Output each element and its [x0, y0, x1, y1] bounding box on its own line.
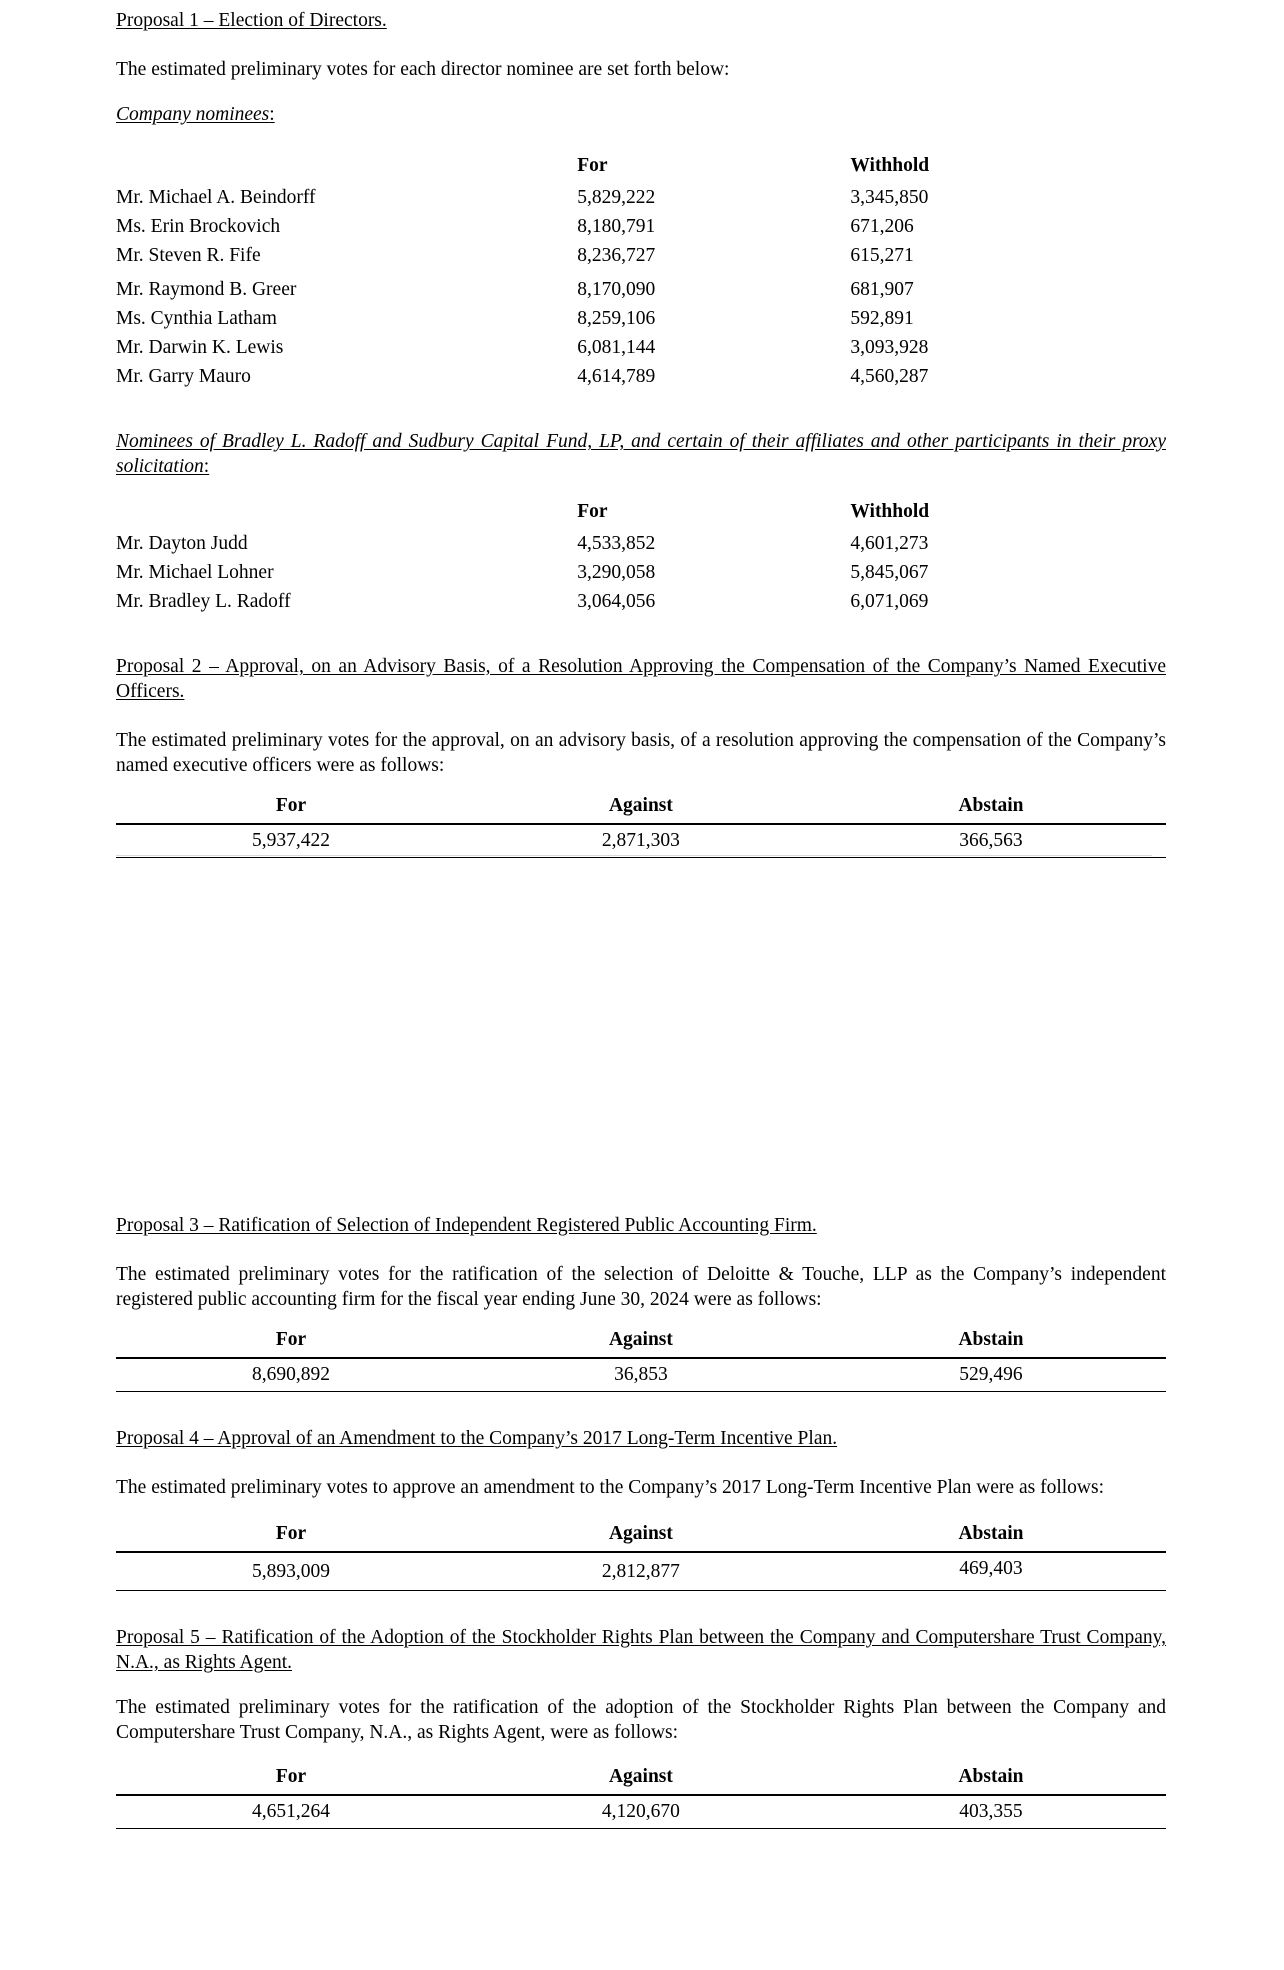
- table-row: [116, 824, 1166, 858]
- votes-abstain: 366,563: [816, 824, 1166, 858]
- nominee-name: Mr. Dayton Judd: [116, 533, 248, 554]
- column-header-abstain: Abstain: [816, 1520, 1166, 1552]
- table-row: [116, 331, 1166, 360]
- column-header-abstain: Abstain: [816, 1763, 1166, 1795]
- nominee-name: Ms. Erin Brockovich: [116, 216, 281, 237]
- proposal-2-results-table: [116, 792, 1166, 858]
- column-header-abstain: Abstain: [816, 792, 1166, 824]
- proposal-2-heading: Proposal 2 – Approval, on an Advisory Basis, of a Resolution Approving the Compensation of the Company’s Named Executive Officers.: [116, 656, 1166, 702]
- votes-for: 8,690,892: [116, 1358, 466, 1392]
- proposal-3-results-table: [116, 1326, 1166, 1392]
- table-header-row: [116, 792, 1166, 824]
- votes-against: 36,853: [466, 1358, 816, 1392]
- nominee-withhold-votes: 615,271: [850, 245, 914, 266]
- proposal-2-intro: The estimated preliminary votes for the approval, on an advisory basis, of a resolution approving the compensation of the Company’s named executive officers were as follows:: [116, 730, 1166, 776]
- votes-abstain: 529,496: [816, 1358, 1166, 1392]
- nominee-withhold-votes: 6,071,069: [850, 591, 929, 612]
- table-row: [116, 181, 1166, 210]
- nominee-withhold-votes: 671,206: [850, 216, 914, 237]
- nominee-for-votes: 6,081,144: [577, 337, 656, 358]
- spacer: [116, 479, 1166, 497]
- company-nominees-table: [116, 151, 1166, 389]
- votes-for: 4,651,264: [116, 1795, 466, 1829]
- nominee-name: Mr. Darwin K. Lewis: [116, 337, 284, 358]
- votes-against: 2,812,877: [466, 1552, 816, 1591]
- column-header-against: Against: [466, 1763, 816, 1795]
- table-header-row: [116, 1326, 1166, 1358]
- table-row: [116, 556, 1166, 585]
- table-row: [116, 1552, 1166, 1591]
- proposal-4-intro: The estimated preliminary votes to approve an amendment to the Company’s 2017 Long-Term Incentive Plan were as follows:: [116, 1477, 1104, 1498]
- table-header-row: [116, 1520, 1166, 1552]
- votes-for: 5,893,009: [116, 1552, 466, 1591]
- nominee-for-votes: 4,533,852: [577, 533, 656, 554]
- nominee-for-votes: 3,064,056: [577, 591, 656, 612]
- column-header-abstain: Abstain: [816, 1326, 1166, 1358]
- company-nominees-label: [116, 102, 1166, 127]
- spacer: [116, 1312, 1166, 1326]
- column-header-withhold: Withhold: [850, 501, 930, 522]
- column-header-for: For: [116, 792, 466, 824]
- spacer: [116, 614, 1166, 654]
- table-header-row: [116, 151, 1166, 181]
- table-header-row: [116, 1763, 1166, 1795]
- nominee-for-votes: 8,180,791: [577, 216, 656, 237]
- table-row: [116, 239, 1166, 268]
- nominee-name: Ms. Cynthia Latham: [116, 308, 277, 329]
- company-nominees-label-colon: :: [269, 104, 275, 125]
- dissident-nominees-label-text: Nominees of Bradley L. Radoff and Sudbury Capital Fund, LP, and certain of their affiliates and other participants in their proxy solicitation: [116, 431, 1166, 477]
- table-row: [116, 1358, 1166, 1392]
- table-row: [116, 268, 1166, 302]
- column-header-for: For: [116, 1520, 466, 1552]
- document-body: [116, 8, 1166, 1829]
- nominee-withhold-votes: 3,345,850: [850, 187, 929, 208]
- table-row: [116, 210, 1166, 239]
- table-row: [116, 360, 1166, 389]
- nominee-for-votes: 8,259,106: [577, 308, 656, 329]
- column-header-name: [116, 151, 577, 181]
- proposal-4-heading: Proposal 4 – Approval of an Amendment to the Company’s 2017 Long-Term Incentive Plan.: [116, 1428, 838, 1449]
- nominee-name: Mr. Steven R. Fife: [116, 245, 261, 266]
- column-header-against: Against: [466, 1520, 816, 1552]
- spacer: [116, 1591, 1166, 1625]
- table-row: [116, 1795, 1166, 1829]
- nominee-for-votes: 4,614,789: [577, 366, 656, 387]
- spacer: [116, 127, 1166, 151]
- spacer: [116, 1675, 1166, 1695]
- spacer: [116, 82, 1166, 102]
- spacer: [116, 1745, 1166, 1763]
- votes-abstain: 403,355: [816, 1795, 1166, 1829]
- nominee-for-votes: 8,236,727: [577, 245, 656, 266]
- nominee-withhold-votes: 592,891: [850, 308, 914, 329]
- column-header-for: For: [116, 1326, 466, 1358]
- proposal-5-intro: The estimated preliminary votes for the ratification of the adoption of the Stockholder Rights Plan between the Company and Computershare Trust Company, N.A., as Rights Agent, were as follows:: [116, 1697, 1166, 1743]
- table-row: [116, 302, 1166, 331]
- column-header-for: For: [116, 1763, 466, 1795]
- votes-against: 4,120,670: [466, 1795, 816, 1829]
- spacer: [116, 1500, 1166, 1520]
- company-nominees-label-text: Company nominees: [116, 104, 270, 125]
- nominee-for-votes: 3,290,058: [577, 562, 656, 583]
- nominee-withhold-votes: 5,845,067: [850, 562, 929, 583]
- votes-abstain: 469,403: [816, 1552, 1166, 1591]
- column-header-against: Against: [466, 792, 816, 824]
- spacer: [116, 1392, 1166, 1426]
- proposal-1-intro: The estimated preliminary votes for each director nominee are set forth below:: [116, 59, 730, 80]
- spacer: [116, 33, 1166, 57]
- spacer: [116, 1238, 1166, 1262]
- nominee-for-votes: 8,170,090: [577, 279, 656, 300]
- proposal-3-intro: The estimated preliminary votes for the ratification of the selection of Deloitte & Touche, LLP as the Company’s independent registered public accounting firm for the fiscal year ending June 30, 2024 were as follows:: [116, 1264, 1166, 1310]
- column-header-withhold: Withhold: [850, 155, 930, 176]
- spacer: [116, 1451, 1166, 1475]
- nominee-withhold-votes: 681,907: [850, 279, 914, 300]
- nominee-withhold-votes: 4,601,273: [850, 533, 929, 554]
- nominee-name: Mr. Raymond B. Greer: [116, 279, 297, 300]
- blank-region: [116, 858, 1166, 1213]
- nominee-for-votes: 5,829,222: [577, 187, 656, 208]
- column-header-against: Against: [466, 1326, 816, 1358]
- spacer: [116, 704, 1166, 728]
- nominee-name: Mr. Garry Mauro: [116, 366, 251, 387]
- proposal-5-results-table: [116, 1763, 1166, 1829]
- table-header-row: [116, 497, 1166, 527]
- spacer: [116, 389, 1166, 429]
- dissident-nominees-label-colon: :: [203, 456, 210, 477]
- nominee-withhold-votes: 3,093,928: [850, 337, 929, 358]
- proposal-5-heading: Proposal 5 – Ratification of the Adoption of the Stockholder Rights Plan between the Company and Computershare Trust Company, N.A., as Rights Agent.: [116, 1627, 1166, 1673]
- column-header-for: For: [577, 501, 608, 522]
- proposal-3-heading: Proposal 3 – Ratification of Selection of Independent Registered Public Accounting Firm.: [116, 1215, 817, 1236]
- votes-against: 2,871,303: [466, 824, 816, 858]
- nominee-name: Mr. Bradley L. Radoff: [116, 591, 291, 612]
- column-header-for: For: [577, 155, 608, 176]
- table-row: [116, 585, 1166, 614]
- nominee-name: Mr. Michael Lohner: [116, 562, 274, 583]
- dissident-nominees-table: [116, 497, 1166, 614]
- proposal-1-heading: Proposal 1 – Election of Directors.: [116, 10, 387, 31]
- nominee-name: Mr. Michael A. Beindorff: [116, 187, 316, 208]
- column-header-name: [116, 497, 577, 527]
- nominee-withhold-votes: 4,560,287: [850, 366, 929, 387]
- table-row: [116, 527, 1166, 556]
- proposal-4-results-table: [116, 1520, 1166, 1591]
- spacer: [116, 778, 1166, 792]
- dissident-nominees-label: [116, 429, 1166, 479]
- votes-for: 5,937,422: [116, 824, 466, 858]
